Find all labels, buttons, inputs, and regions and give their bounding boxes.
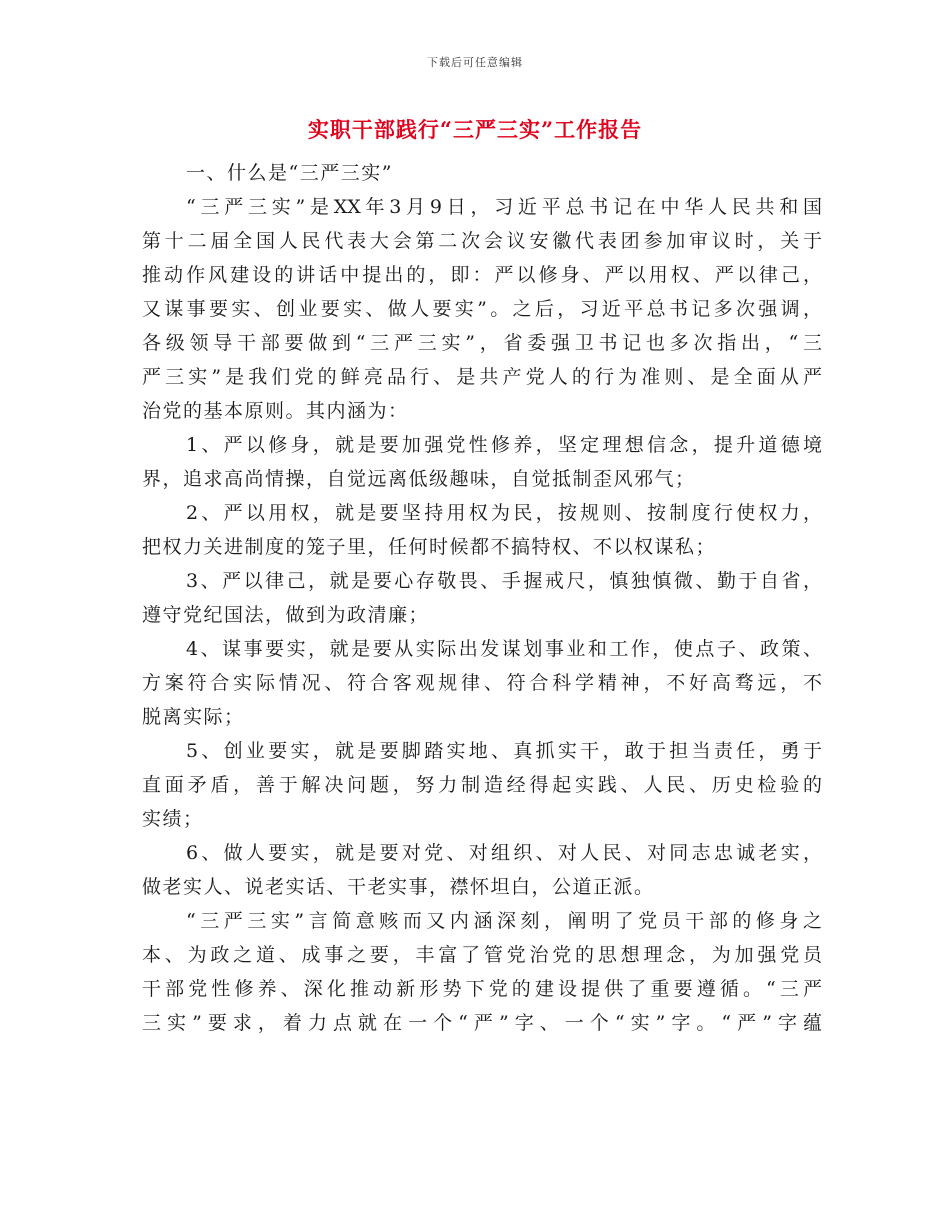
section-heading [142, 156, 822, 190]
paragraph-line: 各级领导干部要做到“三严三实”，省委强卫书记也多次指出，“三 [142, 332, 822, 354]
paragraph-line: 5、创业要实，就是要脚踏实地、真抓实干，敢于担当责任，勇于 [186, 740, 822, 762]
paragraph-line: 三实”要求，着力点就在一个“严”字、一个“实”字。“严”字蕴 [142, 1012, 822, 1034]
paragraph [142, 632, 822, 734]
paragraph-line: 直面矛盾，善于解决问题，努力制造经得起实践、人民、历史检验的 [142, 774, 822, 796]
paragraph-line: 把权力关进制度的笼子里，任何时候都不搞特权、不以权谋私； [142, 536, 717, 558]
paragraph [142, 904, 822, 1040]
paragraph-line: 4、谋事要实，就是要从实际出发谋划事业和工作，使点子、政策、 [186, 638, 822, 660]
paragraph-line: 又谋事要实、创业要实、做人要实”。之后，习近平总书记多次强调， [142, 298, 822, 320]
paragraph-line: 遵守党纪国法，做到为政清廉； [142, 604, 430, 626]
paragraph-line: 6、做人要实，就是要对党、对组织、对人民、对同志忠诚老实， [186, 842, 822, 864]
paragraph-line: 做老实人、说老实话、干老实事，襟怀坦白，公道正派。 [142, 876, 655, 898]
paragraph-line: 3、严以律己，就是要心存敬畏、手握戒尺，慎独慎微、勤于自省， [186, 570, 822, 592]
document-body [142, 156, 822, 1040]
document-title: 实职干部践行“三严三实”工作报告 [307, 117, 643, 142]
paragraph [142, 836, 822, 904]
paragraph-line: 本、为政之道、成事之要，丰富了管党治党的思想理念，为加强党员 [142, 944, 822, 966]
paragraph-line: 干部党性修养、深化推动新形势下党的建设提供了重要遵循。“三严 [142, 978, 822, 1000]
paragraph-line: “三严三实”是XX年3月9日，习近平总书记在中华人民共和国 [186, 196, 822, 218]
paragraph-line: 2、严以用权，就是要坚持用权为民，按规则、按制度行使权力， [186, 502, 822, 524]
paragraph-line: 实绩； [142, 808, 204, 830]
paragraph [142, 564, 822, 632]
paragraph-line: 第十二届全国人民代表大会第二次会议安徽代表团参加审议时，关于 [142, 230, 822, 252]
paragraph-line: 推动作风建设的讲话中提出的，即：严以修身、严以用权、严以律己， [142, 264, 822, 286]
paragraph [142, 190, 822, 428]
paragraph-line: 脱离实际； [142, 706, 245, 728]
paragraph-line: 方案符合实际情况、符合客观规律、符合科学精神，不好高骛远，不 [142, 672, 822, 694]
paragraph-line: 1、严以修身，就是要加强党性修养，坚定理想信念，提升道德境 [186, 434, 822, 456]
paragraph-line: 严三实”是我们党的鲜亮品行、是共产党人的行为准则、是全面从严 [142, 366, 822, 388]
paragraph-line: 一、什么是“三严三实” [186, 162, 393, 184]
page-header-note: 下载后可任意编辑 [427, 56, 523, 69]
paragraph-line: 治党的基本原则。其内涵为： [142, 400, 409, 422]
paragraph-line: “三严三实”言简意赅而又内涵深刻，阐明了党员干部的修身之 [186, 910, 822, 932]
paragraph [142, 734, 822, 836]
paragraph-line: 界，追求高尚情操，自觉远离低级趣味，自觉抵制歪风邪气； [142, 468, 696, 490]
paragraph [142, 496, 822, 564]
paragraph [142, 428, 822, 496]
